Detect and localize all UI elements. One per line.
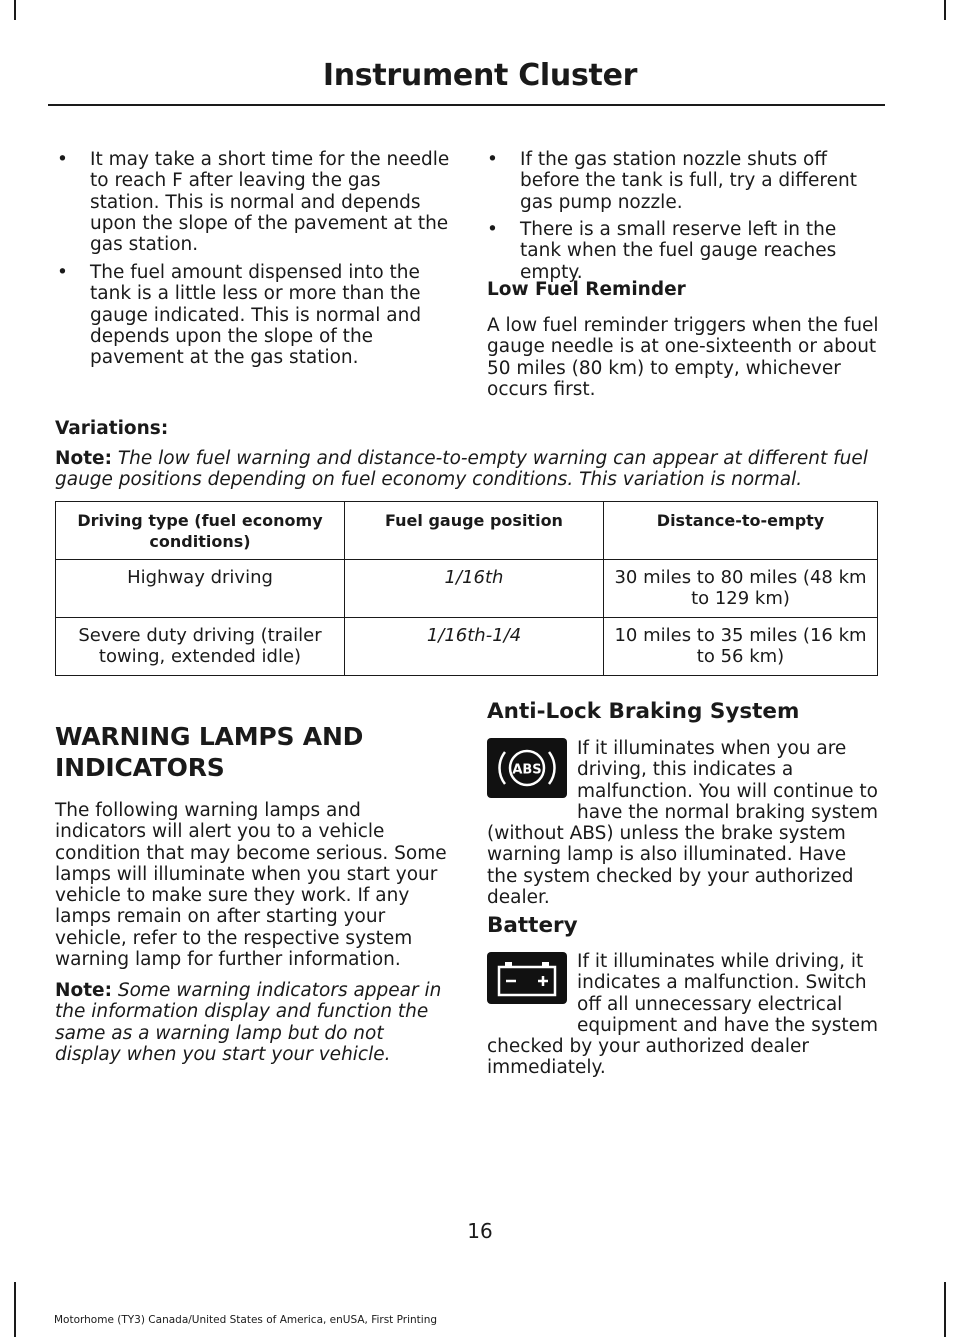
- icon-spacer: [487, 738, 577, 802]
- crop-mark: [14, 1282, 16, 1337]
- page-title: Instrument Cluster: [322, 58, 638, 93]
- footer-text: Motorhome (TY3) Canada/United States of America, enUSA, First Printing: [54, 1314, 438, 1326]
- note-label: Note:: [55, 448, 112, 469]
- bullet-icon: •: [57, 262, 68, 283]
- list-item-text: If the gas station nozzle shuts off before the tank is full, try a different gas pump nozzle.: [520, 149, 857, 213]
- section-heading-line: INDICATORS: [55, 753, 225, 782]
- low-fuel-text: A low fuel reminder triggers when the fuel gauge needle is at one-sixteenth or about 50 miles (80 km) to empty, whichever occurs first.: [487, 315, 879, 400]
- table-row: [56, 618, 878, 676]
- battery-text-body: If it illuminates while driving, it indicates a malfunction. Switch off all unnecessary electrical equipment and have the system checked by your authorized dealer immediately.: [487, 951, 879, 1079]
- bullet-icon: •: [57, 149, 68, 170]
- bullet-icon: •: [487, 219, 498, 240]
- page-number: 16: [467, 1219, 493, 1243]
- bullet-icon: •: [487, 149, 498, 170]
- warning-intro-text: The following warning lamps and indicators will alert you to a vehicle condition that may become serious. Some lamps will illuminate when you start your vehicle to make sure they work. If any lamps remain on after starting your vehicle, refer to the respective system warning lamp for further information.: [55, 800, 447, 971]
- warning-note: [55, 980, 450, 1065]
- variations-note: [55, 448, 885, 491]
- crop-mark: [944, 0, 946, 20]
- list-item: [57, 149, 450, 255]
- list-item: [487, 219, 882, 283]
- table-cell: 30 miles to 80 miles (48 km to 129 km): [604, 560, 878, 618]
- fuel-variation-table: [55, 501, 878, 676]
- list-item-text: It may take a short time for the needle to reach F after leaving the gas station. This is normal and depends upon the slope of the pavement at the gas station.: [90, 149, 450, 256]
- section-heading: [55, 721, 363, 783]
- header-rule: [48, 104, 885, 106]
- battery-text: [487, 951, 882, 1079]
- abs-text-body: If it illuminates when you are driving, this indicates a malfunction. You will continue to have the normal braking system (without ABS) unless the brake system warning lamp is also illuminated. Have the system checked by your authorized dealer.: [487, 738, 878, 909]
- list-item: [487, 149, 882, 213]
- note-label: Note:: [55, 980, 112, 1001]
- table-row: [56, 560, 878, 618]
- crop-mark: [944, 1282, 946, 1337]
- section-heading-line: WARNING LAMPS AND: [55, 722, 364, 751]
- icon-spacer: [487, 951, 577, 1015]
- list-item: [57, 262, 450, 368]
- list-item-text: The fuel amount dispensed into the tank is a little less or more than the gauge indicated. This is normal and depends upon the slope of the pavement at the gas station.: [90, 262, 422, 369]
- table-header-cell: Distance-to-empty: [604, 502, 878, 560]
- abs-text: [487, 738, 882, 908]
- table-cell: Severe duty driving (trailer towing, extended idle): [56, 618, 345, 676]
- list-item-text: There is a small reserve left in the tank when the fuel gauge reaches empty.: [520, 219, 837, 283]
- abs-icon-label: ABS: [512, 762, 542, 778]
- note-text: The low fuel warning and distance-to-empty warning can appear at different fuel gauge positions depending on fuel economy conditions. This variation is normal.: [55, 448, 868, 491]
- table-header-cell: Driving type (fuel economy conditions): [56, 502, 345, 560]
- table-cell: 1/16th-1/4: [345, 618, 604, 676]
- low-fuel-heading: Low Fuel Reminder: [487, 279, 686, 300]
- table-cell: 1/16th: [345, 560, 604, 618]
- battery-heading: Battery: [487, 913, 578, 938]
- variations-heading: Variations:: [55, 418, 169, 439]
- abs-heading: Anti-Lock Braking System: [487, 699, 800, 724]
- table-cell: Highway driving: [56, 560, 345, 618]
- table-header-row: [56, 502, 878, 560]
- table-header-cell: Fuel gauge position: [345, 502, 604, 560]
- table-cell: 10 miles to 35 miles (16 km to 56 km): [604, 618, 878, 676]
- note-text: Some warning indicators appear in the information display and function the same as a warning lamp but do not display when you start your vehicle.: [55, 980, 442, 1065]
- crop-mark: [14, 0, 16, 20]
